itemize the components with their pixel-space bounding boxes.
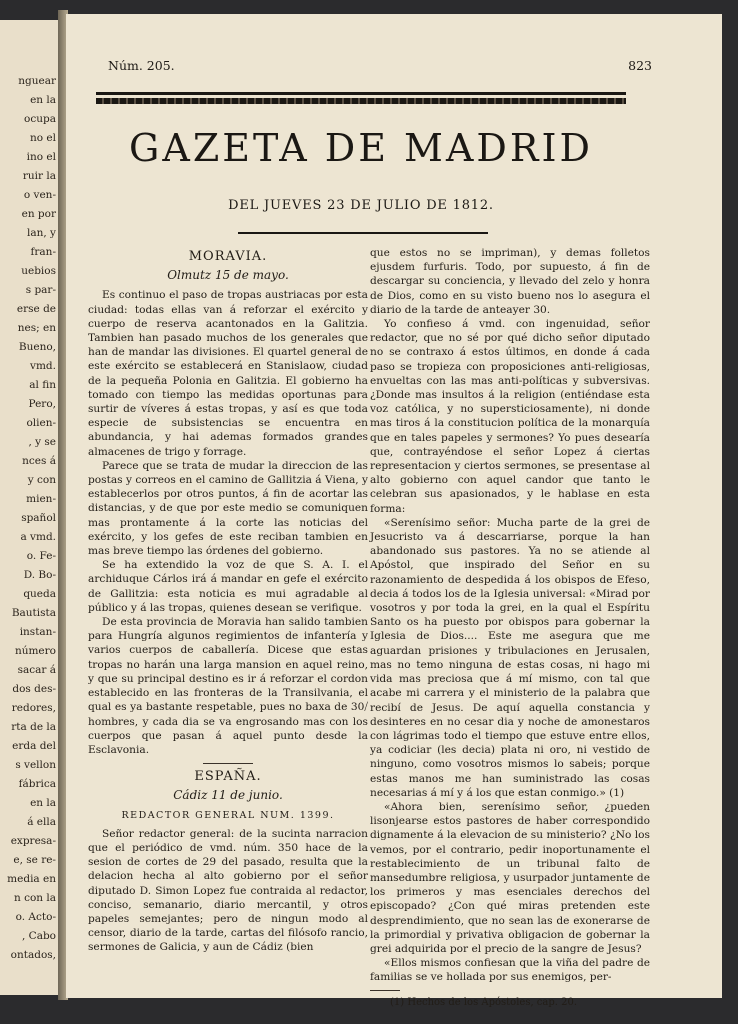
left-page-text-fragment: e, se re-	[13, 854, 56, 866]
left-page-text-fragment: media en	[7, 873, 56, 885]
paragraph: Se ha extendido la voz de que S. A. I. el archiduque Cárlos irá á mandar en gefe el exército de Gallitzia: esta noticia es mui agradable al público y á las tropas, quienes desean se verifique.	[88, 559, 368, 614]
left-page-text-fragment: fábrica	[18, 778, 56, 790]
left-page-text-fragment: queda	[23, 588, 56, 600]
paragraph: Señor redactor general: de la sucinta narracion que el periódico de vmd. núm. 350 hace de la sesion de cortes de 29 del pasado, resulta que la delacion hecha al alto gobierno por el señor diputado D. Simon Lopez fue contraida al redactor, conciso, semanario, diario mercantil, y otros papeles semejantes; pero de ningun modo al censor, diario de la tarde, cartas del filósofo rancio, sermones de Galicia, y aun de Cádiz (bien	[88, 827, 368, 954]
top-rule	[96, 92, 626, 95]
paragraph: «Ahora bien, serenísimo señor, ¿pueden lisonjearse estos pastores de haber correspondido dignamente á la elevacion de su ministerio? ¿No los vemos, por el contrario, pedir inoportunamente el restablecimiento de un tribunal falto de mansedumbre religiosa, y usurpador juntamente de los primeros y mas esenciales derechos del episcopado? ¿Con qué miras pretenden este desprendimiento, que no sean las de exonerarse de la primordial y privativa obligacion de gobernar la grei adquirida por el precio de la sangre de Jesus?	[370, 800, 650, 955]
left-page-text-fragment: lan, y	[27, 227, 56, 239]
left-page-text-fragment: vmd.	[30, 360, 56, 372]
left-page-text-fragment: Bautista	[11, 607, 56, 619]
divider	[203, 763, 253, 764]
left-page-text-fragment: n con la	[13, 892, 56, 904]
paragraph: «Serenísimo señor: Mucha parte de la grei de Jesucristo va á descarriarse, porque la han abandonado sus pastores. Ya no se atiende al Apóstol, que inspirado del Señor en su razonamiento de despedida á los obispos de Efeso, decia á todos los de la Iglesia universal: «Mirad por vosotros y por toda la grei, en la qual el Espíritu Santo os ha puesto por obispos para gobernar la Iglesia de Dios.... Este me asegura que me aguardan prisiones y tribulaciones en Jerusalen, mas no temo ninguna de estas cosas, ni hago mi vida mas preciosa que á mí mismo, con tal que acabe mi carrera y el ministerio de la palabra que recibí de Jesus. De aquí aquella constancia y desinteres en no cesar dia y noche de amonestaros con lágrimas todo el tiempo que estuve entre ellos, ya codiciar (les decia) plata ni oro, ni vestido de ninguno, como vosotros mismos lo sabeis; porque estas manos me han suministrado las cosas necesarias á mí y á los que estan conmigo.» (1)	[370, 516, 650, 799]
redactor-heading: REDACTOR GENERAL NUM. 1399.	[121, 809, 335, 821]
left-page-text-fragment: en la	[30, 94, 56, 106]
section-title-espana: ESPAÑA.	[194, 769, 262, 785]
left-page-text-fragment: o. Fe-	[26, 550, 56, 562]
left-page-text-fragment: , y se	[28, 436, 56, 448]
page-number: 823	[628, 58, 652, 73]
left-page-text-fragment: nguear	[18, 75, 56, 87]
left-page-text-fragment: nes; en	[17, 322, 56, 334]
dateline: DEL JUEVES 23 DE JULIO DE 1812.	[228, 198, 494, 213]
left-column	[88, 244, 368, 955]
title-rule	[238, 232, 488, 234]
left-page-text-fragment: ino el	[26, 151, 56, 163]
left-page-text-fragment: s vellon	[15, 759, 56, 771]
left-page-text-fragment: erse de	[16, 303, 56, 315]
left-page-text-fragment: o. Acto-	[15, 911, 56, 923]
footnote-divider	[370, 990, 400, 991]
left-page-text-fragment: rta de la	[11, 721, 56, 733]
paragraph: Parece que se trata de mudar la direccion de las postas y correos en el camino de Gallitzia á Viena, y establecerlos por otros puntos, á fin de acortar las distancias, y de que por este medio se comuniquen mas prontamente á la corte las noticias del exército, y los gefes de este reciban tambien en mas breve tiempo las órdenes del gobierno.	[88, 459, 368, 558]
left-page-text-fragment: sacar á	[17, 664, 56, 676]
left-page-text-fragment: en por	[21, 208, 56, 220]
left-page-text-fragment: olien-	[26, 417, 56, 429]
left-page-text-fragment: erda del	[12, 740, 56, 752]
left-page-text-fragment: número	[14, 645, 56, 657]
masthead-title: GAZETA DE MADRID	[129, 126, 593, 170]
left-page-edge	[0, 20, 64, 995]
left-page-text-fragment: ocupa	[24, 113, 56, 125]
left-page-text-fragment: en la	[30, 797, 56, 809]
newspaper-page	[66, 14, 722, 1008]
right-column	[370, 246, 650, 1010]
left-page-text-fragment: no el	[30, 132, 56, 144]
left-page-text-fragment: s par-	[25, 284, 56, 296]
paragraph: Yo confieso á vmd. con ingenuidad, señor redactor, que no sé por qué dicho señor diputado no se contraxo á estos últimos, en donde á cada paso se tropieza con proposiciones anti-religiosas, envueltas con las mas anti-políticas y subversivas. ¿Donde mas insultos á la religion (entiéndase esta voz católica, y no supersticiosamente), ni donde mas tiros á la constitucion política de la monarquía que en tales papeles y sermones? Yo pues desearía que, contrayéndose el señor Lopez á ciertas representacion y ciertos sermones, se presentase al alto gobierno con aquel candor que tanto le celebran sus apasionados, y le hablase en esta forma:	[370, 318, 650, 515]
section-title-moravia: MORAVIA.	[188, 249, 268, 264]
left-page-text-fragment: spañol	[21, 512, 56, 524]
dateline-olmutz: Olmutz 15 de mayo.	[167, 268, 289, 283]
left-page-text-fragment: al fin	[29, 379, 56, 391]
left-page-text-fragment: redores,	[11, 702, 56, 714]
dateline-cadiz: Cádiz 11 de junio.	[173, 788, 283, 803]
left-page-text-fragment: dos des-	[12, 683, 56, 695]
left-page-text-fragment: ruir la	[22, 170, 56, 182]
paragraph: Es continuo el paso de tropas austriacas por esta ciudad: todas ellas van á reforzar el exército y cuerpo de reserva acantonados en la Galitzia. Tambien han pasado muchos de los generales que han de mandar las divisiones. El quartel general de este exército se establecerá en Stanislaow, ciudad de la pequeña Polonia en Galitzia. El gobierno ha tomado con tiempo las medidas oportunas para surtir de víveres á estas tropas, y así es que toda especie de subsistencias se encuentra en abundancia, y hai ademas formados grandes almacenes de trigo y forrage.	[88, 289, 368, 458]
left-page-text-fragment: mien-	[26, 493, 56, 505]
ornament-rule	[96, 98, 626, 104]
footnote: (1) Hechos de los Apóstoles, cap. 20.	[390, 996, 578, 1008]
left-page-text-fragment: y con	[27, 474, 56, 486]
left-page-text-fragment: , Cabo	[21, 930, 56, 942]
left-page-text-fragment: fran-	[30, 246, 56, 258]
left-page-text-fragment: D. Bo-	[23, 569, 56, 581]
left-page-text-fragment: ontados,	[10, 949, 56, 961]
left-page-text-fragment: o ven-	[23, 189, 56, 201]
paragraph: «Ellos mismos confiesan que la viña del padre de familias se ve hollada por sus enemigos, per-	[370, 957, 650, 984]
left-page-text-fragment: á ella	[27, 816, 56, 828]
left-page-text-fragment: uebios	[21, 265, 56, 277]
left-page-text-fragment: nces á	[22, 455, 56, 467]
left-page-text-fragment: Pero,	[28, 398, 56, 410]
left-page-text-fragment: expresa-	[10, 835, 56, 847]
issue-number: Núm. 205.	[108, 58, 175, 73]
left-page-text-fragment: a vmd.	[20, 531, 56, 543]
left-page-text-fragment: Bueno,	[18, 341, 56, 353]
left-page-text-fragment: instan-	[19, 626, 56, 638]
paragraph: De esta provincia de Moravia han salido tambien para Hungría algunos regimientos de infantería y varios cuerpos de caballería. Dicese que estas tropas no harán una larga mansion en aquel reino, y que su principal destino es ir á reforzar el cordon establecido en las fronteras de la Transilvania, el qual es ya bastante respetable, pues no baxa de 30⧸ hombres, y cada dia se va engrosando mas con los cuerpos que pasan á aquel punto desde la Esclavonia.	[88, 616, 368, 756]
paragraph: que estos no se impriman), y demas folletos ejusdem furfuris. Todo, por supuesto, á fin de descargar su conciencia, y llevado del zelo y honra de Dios, como en su visto bueno nos lo asegura el diario de la tarde de anteayer 30.	[370, 247, 650, 316]
